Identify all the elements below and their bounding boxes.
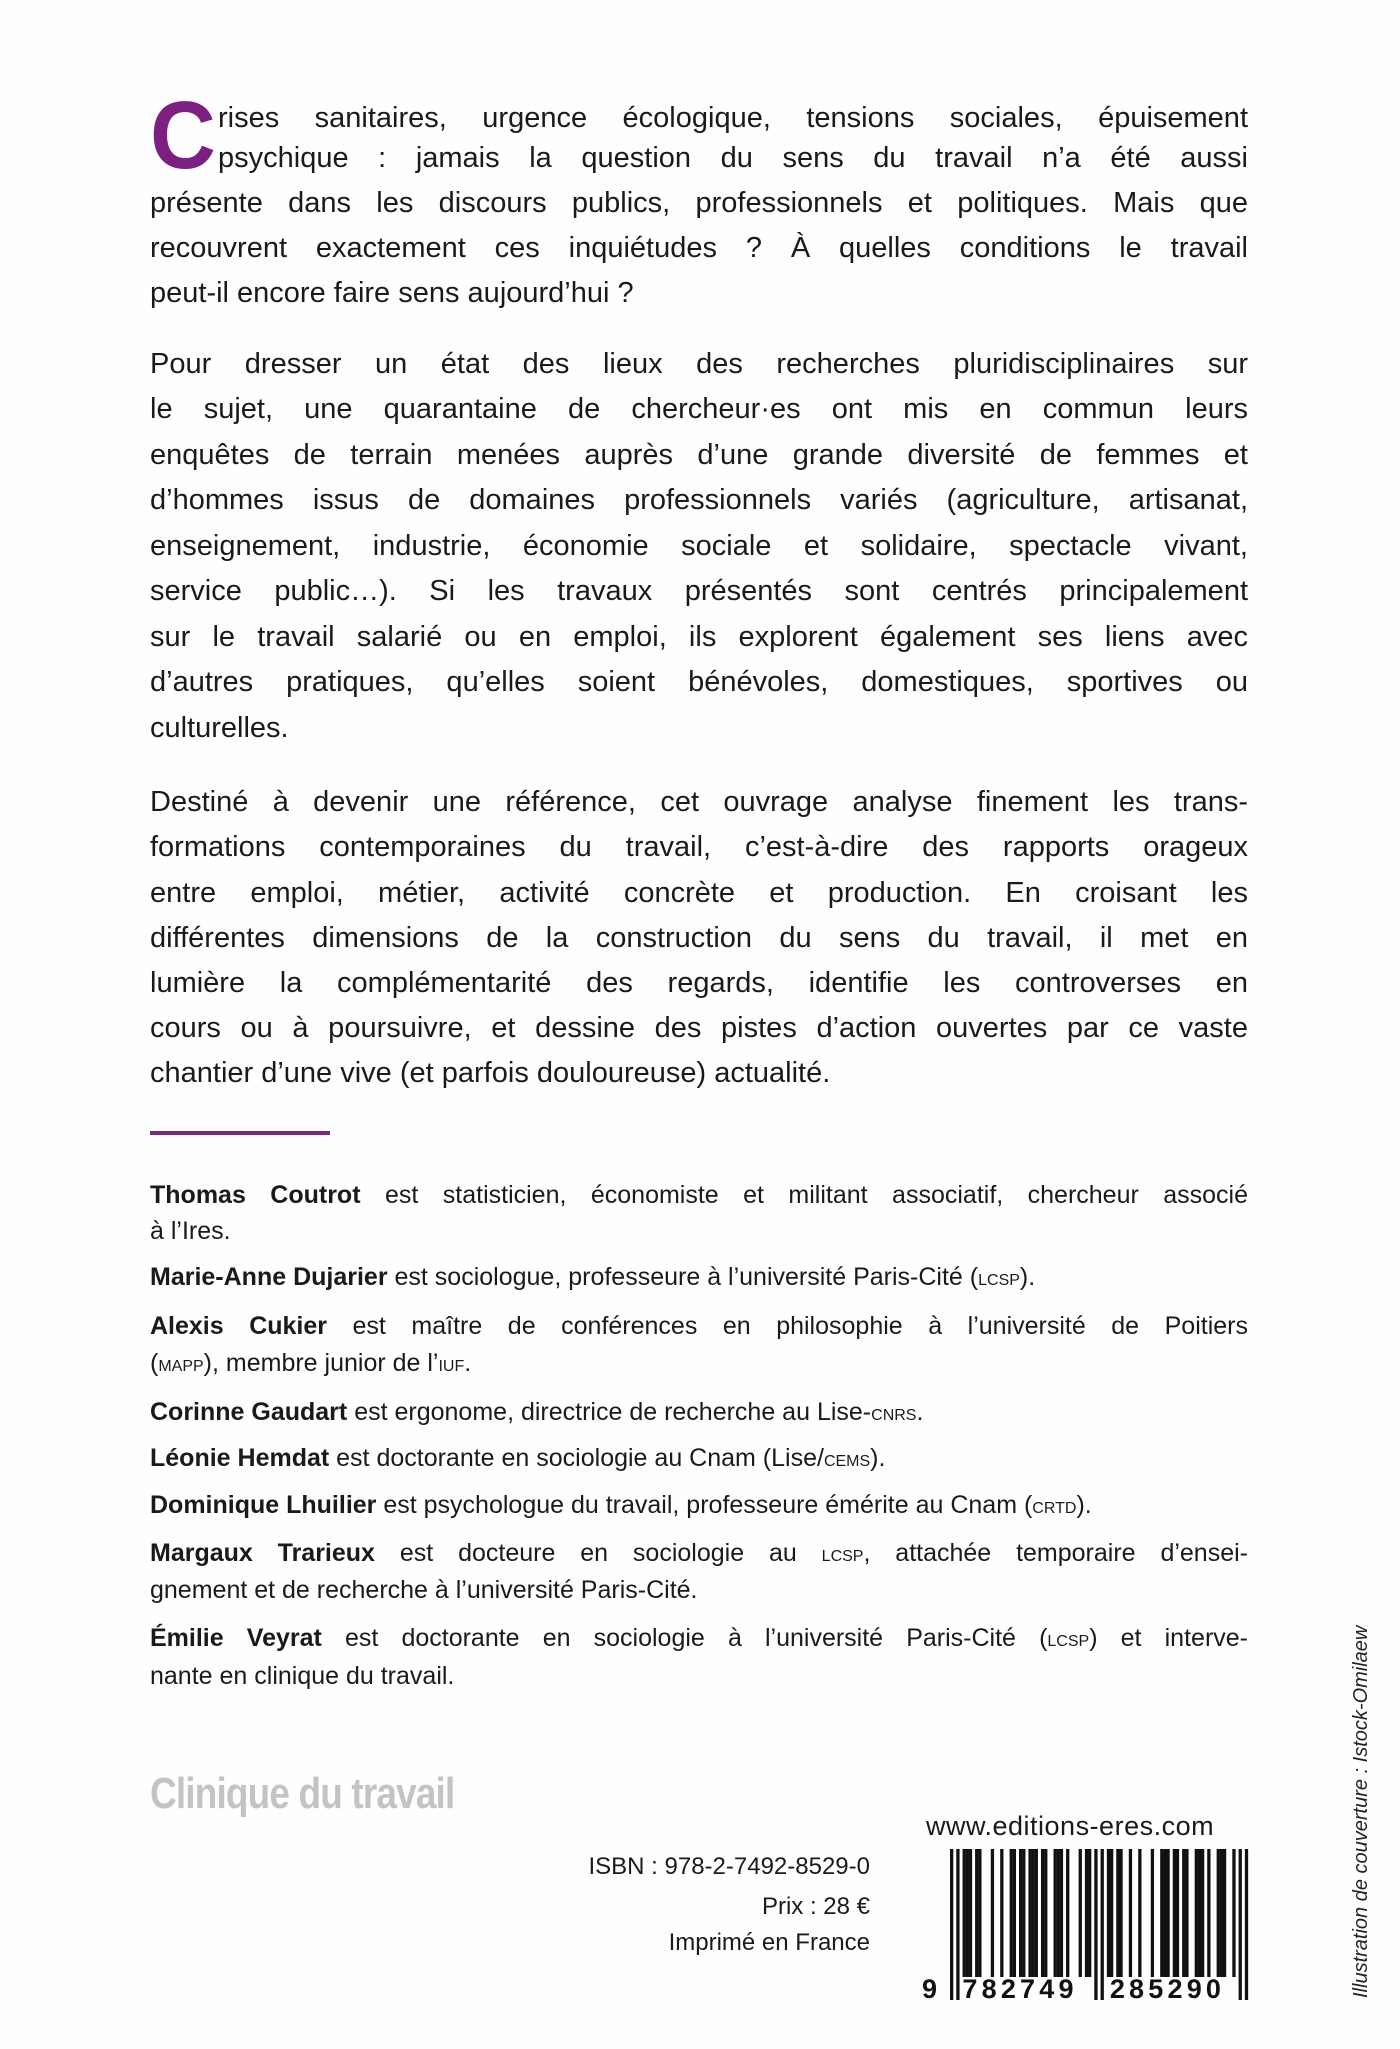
blurb-paragraph-2-line: le sujet, une quarantaine de chercheur·es ont mis en commun leurs bbox=[150, 393, 1248, 425]
author-bio-line bbox=[150, 1262, 1248, 1292]
author-bio-line bbox=[150, 1575, 1248, 1605]
institution-acronym: iuf bbox=[438, 1350, 465, 1376]
author-name: Émilie Veyrat bbox=[150, 1624, 322, 1652]
author-bio-text: est docteure en sociologie au bbox=[374, 1539, 822, 1567]
svg-text:285290: 285290 bbox=[1109, 1974, 1226, 2004]
blurb-paragraph-3-line: entre emploi, métier, activité concrète et production. En croisant les bbox=[150, 877, 1248, 909]
institution-acronym: lcsp bbox=[1047, 1625, 1090, 1651]
blurb-paragraph-2-line: Pour dresser un état des lieux des recherches pluridisciplinaires sur bbox=[150, 348, 1248, 380]
author-name: Alexis Cukier bbox=[150, 1312, 327, 1340]
author-bio-text: nante en clinique du travail. bbox=[150, 1662, 455, 1690]
blurb-paragraph-2-line: enquêtes de terrain menées auprès d’une grande diversité de femmes et bbox=[150, 439, 1248, 471]
author-name: Dominique Lhuilier bbox=[150, 1491, 377, 1519]
blurb-paragraph-1-line: psychique : jamais la question du sens du travail n’a été aussi bbox=[218, 142, 1248, 174]
author-bio-text: ). bbox=[1019, 1263, 1036, 1291]
blurb-paragraph-3-line: lumière la complémentarité des regards, identifie les controverses en bbox=[150, 967, 1248, 999]
author-bio-line bbox=[150, 1180, 1248, 1210]
blurb-paragraph-1-line: recouvrent exactement ces inquiétudes ? À quelles conditions le travail bbox=[150, 232, 1248, 264]
isbn-label: ISBN : 978-2-7492-8529-0 bbox=[588, 1853, 870, 1880]
author-bio-line bbox=[150, 1538, 1248, 1568]
author-bio-text: est sociologue, professeure à l’université Paris-Cité ( bbox=[387, 1263, 979, 1291]
author-bio-text: ). bbox=[1076, 1491, 1092, 1519]
publisher-website-link[interactable]: www.editions-eres.com bbox=[926, 1811, 1215, 1841]
author-name: Thomas Coutrot bbox=[150, 1181, 361, 1209]
author-bio-text: . bbox=[916, 1398, 924, 1426]
blurb-paragraph-2-line: service public…). Si les travaux présentés sont centrés principalement bbox=[150, 575, 1248, 607]
institution-acronym: cems bbox=[823, 1445, 871, 1471]
blurb-paragraph-3-line: cours ou à poursuivre, et dessine des pistes d’action ouvertes par ce vaste bbox=[150, 1012, 1248, 1044]
author-name: Léonie Hemdat bbox=[150, 1444, 330, 1472]
author-bio-line bbox=[150, 1661, 1248, 1691]
cover-credit: Illustration de couverture : Istock-Omilaew bbox=[1350, 1625, 1372, 1998]
institution-acronym: mapp bbox=[158, 1350, 204, 1376]
institution-acronym: crtd bbox=[1032, 1492, 1077, 1518]
blurb-paragraph-3-line: chantier d’une vive (et parfois douloureuse) actualité. bbox=[150, 1057, 831, 1089]
blurb-paragraph-2-line: d’autres pratiques, qu’elles soient bénévoles, domestiques, sportives ou bbox=[150, 666, 1248, 698]
svg-text:9: 9 bbox=[922, 1974, 942, 2004]
author-name: Corinne Gaudart bbox=[150, 1398, 348, 1426]
author-bio-text: ). bbox=[870, 1444, 886, 1472]
author-bio-line bbox=[150, 1397, 1248, 1427]
author-bio-line bbox=[150, 1443, 1248, 1473]
price-label: Prix : 28 € bbox=[761, 1893, 870, 1920]
blurb-paragraph-1-line: présente dans les discours publics, professionnels et politiques. Mais que bbox=[150, 187, 1248, 219]
blurb-paragraph-3-line: formations contemporaines du travail, c’est-à-dire des rapports orageux bbox=[150, 831, 1248, 863]
institution-acronym: cnrs bbox=[871, 1399, 917, 1425]
author-bio-text: ), membre junior de l’ bbox=[203, 1349, 439, 1377]
author-bio-line bbox=[150, 1490, 1248, 1520]
author-bio-text: à l’Ires. bbox=[150, 1217, 231, 1245]
ean13-barcode bbox=[918, 1848, 1258, 2004]
blurb-paragraph-2-line: enseignement, industrie, économie sociale et solidaire, spectacle vivant, bbox=[150, 530, 1248, 562]
author-bio-text: , attachée temporaire d’ensei- bbox=[863, 1539, 1248, 1567]
author-name: Margaux Trarieux bbox=[150, 1539, 375, 1567]
author-bio-line bbox=[150, 1311, 1248, 1341]
institution-acronym: lcsp bbox=[821, 1540, 864, 1566]
series-title: Clinique du travail bbox=[150, 1769, 455, 1818]
blurb-paragraph-3-line: Destiné à devenir une référence, cet ouvrage analyse finement les trans- bbox=[150, 786, 1248, 818]
printed-in-label: Imprimé en France bbox=[668, 1929, 870, 1956]
author-bio-text: est psychologue du travail, professeure émérite au Cnam ( bbox=[376, 1491, 1033, 1519]
blurb-paragraph-1-line: rises sanitaires, urgence écologique, tensions sociales, épuisement bbox=[218, 102, 1248, 134]
blurb-paragraph-2-line: sur le travail salarié ou en emploi, ils explorent également ses liens avec bbox=[150, 621, 1248, 653]
author-bio-text: gnement et de recherche à l’université Paris-Cité. bbox=[150, 1576, 698, 1604]
author-bio-text: ( bbox=[150, 1349, 159, 1377]
drop-cap: C bbox=[150, 82, 216, 189]
blurb-paragraph-2-line: d’hommes issus de domaines professionnels variés (agriculture, artisanat, bbox=[150, 484, 1248, 516]
author-bio-line bbox=[150, 1348, 1248, 1378]
author-bio-text: ) et interve- bbox=[1089, 1624, 1248, 1652]
section-divider bbox=[150, 1131, 330, 1135]
author-bio-text: est maître de conférences en philosophie à l’université de Poitiers bbox=[327, 1312, 1248, 1340]
author-bio-text: est statisticien, économiste et militant associatif, chercheur associé bbox=[360, 1181, 1249, 1209]
author-bio-line bbox=[150, 1216, 1248, 1246]
author-bio-text: est doctorante en sociologie au Cnam (Lise/ bbox=[329, 1444, 824, 1472]
author-bio-text: est doctorante en sociologie à l’université Paris-Cité ( bbox=[321, 1624, 1048, 1652]
author-bio-text: . bbox=[464, 1349, 472, 1377]
institution-acronym: lcsp bbox=[978, 1264, 1020, 1290]
author-bio-line bbox=[150, 1623, 1248, 1653]
author-bio-text: est ergonome, directrice de recherche au Lise- bbox=[347, 1398, 872, 1426]
author-name: Marie-Anne Dujarier bbox=[150, 1263, 388, 1291]
blurb-paragraph-1-line: peut-il encore faire sens aujourd’hui ? bbox=[150, 277, 634, 309]
svg-text:782749: 782749 bbox=[962, 1974, 1078, 2004]
blurb-paragraph-2-line: culturelles. bbox=[150, 712, 289, 744]
blurb-paragraph-3-line: différentes dimensions de la construction du sens du travail, il met en bbox=[150, 922, 1248, 954]
